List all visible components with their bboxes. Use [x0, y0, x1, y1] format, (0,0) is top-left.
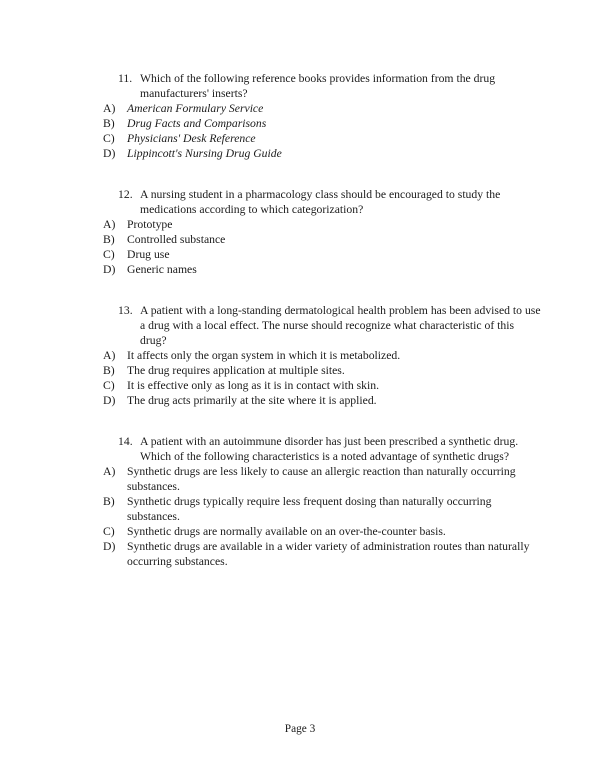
question-number: 12. [118, 188, 133, 201]
question-stem-row [118, 434, 542, 464]
answer-option [103, 101, 542, 116]
page-number: Page 3 [284, 723, 316, 735]
question-stem: A nursing student in a pharmacology class should be encouraged to study the medications according to which categorization? [140, 188, 501, 216]
option-letter: D) [103, 147, 116, 160]
answer-option [103, 494, 542, 524]
option-letter: D) [103, 263, 116, 276]
answer-option [103, 232, 542, 247]
option-text: It is effective only as long as it is in contact with skin. [127, 379, 379, 392]
option-letter: A) [103, 465, 116, 478]
answer-option [103, 524, 542, 539]
option-text: Synthetic drugs are less likely to cause an allergic reaction than naturally occurring substances. [127, 465, 516, 493]
answer-option [103, 363, 542, 378]
question-number: 13. [118, 304, 133, 317]
option-letter: A) [103, 102, 116, 115]
option-letter: D) [103, 394, 116, 407]
question-stem: Which of the following reference books provides information from the drug manufacturers' inserts? [140, 72, 496, 100]
option-text: Drug use [127, 248, 170, 261]
option-text: The drug requires application at multiple sites. [127, 364, 345, 377]
option-text: American Formulary Service [127, 102, 264, 115]
option-letter: B) [103, 117, 115, 130]
answer-option [103, 262, 542, 277]
option-letter: B) [103, 364, 115, 377]
option-text: Generic names [127, 263, 197, 276]
option-letter: A) [103, 218, 116, 231]
question-block-14 [103, 434, 542, 569]
question-number: 14. [118, 435, 133, 448]
answer-option [103, 131, 542, 146]
question-stem-row [118, 187, 542, 217]
option-text: Prototype [127, 218, 173, 231]
questions-list [103, 71, 542, 595]
question-stem: A patient with an autoimmune disorder has just been prescribed a synthetic drug. Which of the following characteristics is a noted advantage of synthetic drugs? [140, 435, 519, 463]
option-text: Synthetic drugs typically require less frequent dosing than naturally occurring substances. [127, 495, 492, 523]
answer-option [103, 217, 542, 232]
option-text: Drug Facts and Comparisons [127, 117, 267, 130]
question-stem: A patient with a long-standing dermatological health problem has been advised to use a drug with a local effect. The nurse should recognize what characteristic of this drug? [140, 304, 541, 347]
answer-option [103, 146, 542, 161]
answer-option [103, 539, 542, 569]
option-letter: D) [103, 540, 116, 553]
option-letter: A) [103, 349, 116, 362]
option-letter: C) [103, 248, 115, 261]
question-block-11 [103, 71, 542, 161]
option-text: Lippincott's Nursing Drug Guide [127, 147, 282, 160]
answer-option [103, 393, 542, 408]
option-text: Physicians' Desk Reference [127, 132, 256, 145]
option-letter: C) [103, 525, 115, 538]
option-letter: C) [103, 132, 115, 145]
question-stem-row [118, 303, 542, 348]
answer-option [103, 464, 542, 494]
option-text: The drug acts primarily at the site where it is applied. [127, 394, 377, 407]
question-block-12 [103, 187, 542, 277]
question-block-13 [103, 303, 542, 408]
option-text: Synthetic drugs are normally available on an over-the-counter basis. [127, 525, 446, 538]
option-letter: B) [103, 495, 115, 508]
answer-option [103, 116, 542, 131]
question-number: 11. [118, 72, 133, 85]
question-stem-row [118, 71, 542, 101]
option-letter: B) [103, 233, 115, 246]
option-text: Controlled substance [127, 233, 226, 246]
answer-option [103, 378, 542, 393]
answer-option [103, 247, 542, 262]
answer-option [103, 348, 542, 363]
option-text: Synthetic drugs are available in a wider variety of administration routes than naturally occurring substances. [127, 540, 530, 568]
option-letter: C) [103, 379, 115, 392]
option-text: It affects only the organ system in which it is metabolized. [127, 349, 401, 362]
